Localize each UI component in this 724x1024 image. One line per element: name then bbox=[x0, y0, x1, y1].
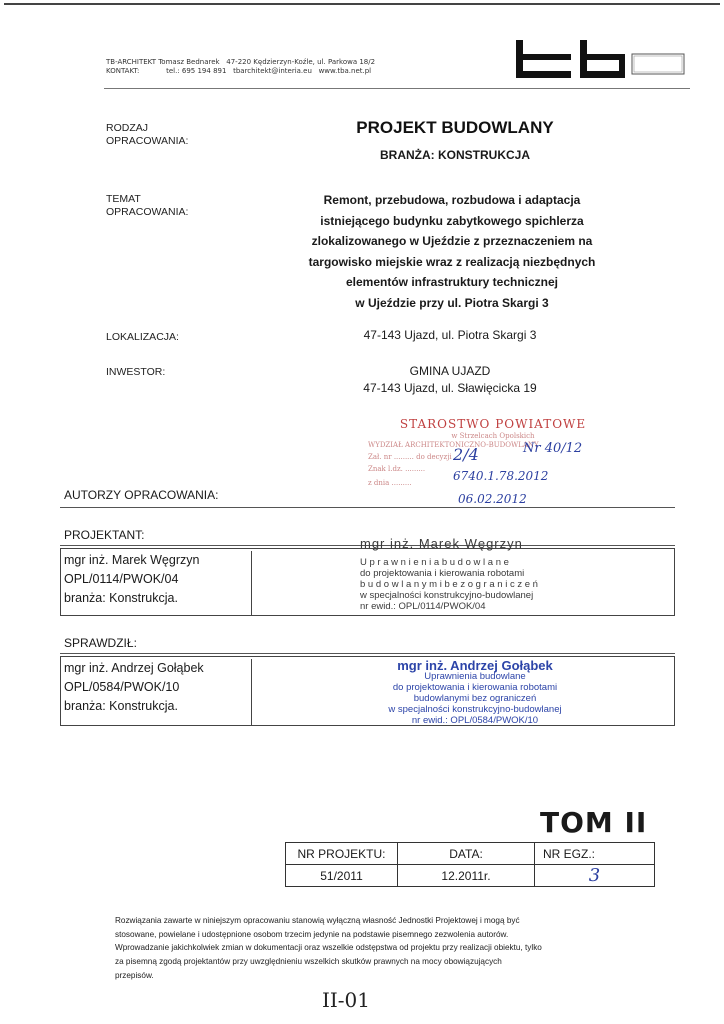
sprawdzil-rule bbox=[60, 653, 675, 654]
value-data: 12.2011r. bbox=[398, 865, 535, 887]
seal-line: Uprawnienia budowlane bbox=[424, 671, 526, 682]
header-nr-projektu: NR PROJEKTU: bbox=[286, 843, 398, 865]
seal-line: do projektowania i kierowania robotami bbox=[360, 568, 525, 579]
footer-line: za pisemną zgodą projektantów przy uwzględnieniu wszelkich skutków prawnych na mocy obowiązujących bbox=[115, 957, 502, 967]
projektant-branza: branża: Konstrukcja. bbox=[64, 591, 178, 605]
seal-line: nr ewid.: OPL/0584/PWOK/10 bbox=[411, 715, 539, 726]
company-contact: KONTAKT: tel.: 695 194 891 tbarchitekt@interia.eu www.tba.net.pl bbox=[106, 67, 372, 75]
location-value: 47-143 Ujazd, ul. Piotra Skargi 3 bbox=[363, 328, 537, 342]
label-temat bbox=[106, 193, 188, 219]
topic-line: Remont, przebudowa, rozbudowa i adaptacja bbox=[323, 193, 581, 207]
header-data: DATA: bbox=[398, 843, 535, 865]
seal-name: mgr inż. Andrzej Gołąbek bbox=[397, 658, 553, 673]
seal-line: w specjalności konstrukcyjno-budowlanej bbox=[360, 590, 534, 601]
label-rodzaj-line1: RODZAJ bbox=[106, 122, 148, 134]
projektant-name: mgr inż. Marek Węgrzyn bbox=[64, 553, 200, 567]
stamp-heading: STAROSTWO POWIATOWE bbox=[399, 417, 587, 431]
topic-line: w Ujeździe przy ul. Piotra Skargi 3 bbox=[355, 295, 549, 310]
stamp-hand-reference: 6740.1.78.2012 bbox=[453, 469, 549, 483]
topic-line: elementów infrastruktury technicznej bbox=[345, 275, 559, 289]
stamp-line: Znak l.dz. ......... bbox=[368, 465, 426, 473]
seal-line: U p r a w n i e n i a b u d o w l a n e bbox=[360, 557, 509, 568]
seal-line: budowlanymi bez ograniczeń bbox=[413, 693, 537, 704]
sprawdzil-seal bbox=[365, 660, 585, 726]
label-lokalizacja: LOKALIZACJA: bbox=[106, 331, 179, 343]
volume-label: TOM II bbox=[540, 806, 648, 839]
stamp-line: w Strzelcach Opolskich bbox=[451, 432, 535, 440]
projektant-license: OPL/0114/PWOK/04 bbox=[64, 572, 179, 586]
stamp-hand-date: 06.02.2012 bbox=[458, 492, 527, 506]
projektant-seal bbox=[360, 538, 570, 612]
label-rodzaj bbox=[106, 122, 188, 148]
footer-line: przepisów. bbox=[115, 970, 154, 980]
label-inwestor: INWESTOR: bbox=[106, 366, 166, 378]
footer-line: Rozwiązania zawarte w niniejszym opracowaniu stanowią wyłączną własność Jednostki Projektowej i mogą być bbox=[115, 916, 520, 925]
company-header bbox=[106, 58, 375, 76]
label-temat-line2: OPRACOWANIA: bbox=[106, 206, 189, 218]
page-top-edge bbox=[4, 3, 720, 5]
label-sprawdzil: SPRAWDZIŁ: bbox=[64, 636, 137, 650]
investor-value bbox=[300, 363, 600, 397]
sprawdzil-license: OPL/0584/PWOK/10 bbox=[64, 680, 180, 694]
sprawdzil-name: mgr inż. Andrzej Gołąbek bbox=[64, 661, 204, 675]
label-temat-line1: TEMAT bbox=[106, 193, 141, 205]
authors-heading: AUTORZY OPRACOWANIA: bbox=[64, 488, 219, 502]
stamp-line: z dnia ......... bbox=[368, 479, 412, 487]
approval-stamp bbox=[368, 417, 618, 512]
sprawdzil-branza: branża: Konstrukcja. bbox=[64, 699, 178, 713]
stamp-hand-attachment: 2/4 bbox=[453, 445, 479, 464]
stamp-line: Zał. nr ......... do decyzji bbox=[368, 453, 452, 461]
tb-logo bbox=[508, 40, 688, 80]
seal-line: w specjalności konstrukcyjno-budowlanej bbox=[388, 704, 562, 715]
document-branza: BRANŻA: KONSTRUKCJA bbox=[380, 148, 530, 162]
seal-line: b u d o w l a n y m i b e z o g r a n i c z e ń bbox=[360, 579, 538, 590]
label-projektant: PROJEKTANT: bbox=[64, 528, 145, 542]
sprawdzil-details bbox=[61, 659, 252, 725]
table-header-row bbox=[286, 843, 655, 865]
stamp-line: WYDZIAŁ ARCHITEKTONICZNO-BUDOWLANY bbox=[368, 441, 539, 449]
stamp-hand-number: Nr 40/12 bbox=[523, 441, 583, 456]
seal-line: nr ewid.: OPL/0114/PWOK/04 bbox=[360, 601, 486, 612]
seal-line: do projektowania i kierowania robotami bbox=[392, 682, 558, 693]
project-info-table bbox=[285, 842, 655, 887]
table-row bbox=[286, 865, 655, 887]
document-topic bbox=[272, 190, 632, 313]
value-nr-projektu: 51/2011 bbox=[286, 865, 398, 887]
document-title: PROJEKT BUDOWLANY bbox=[356, 118, 554, 137]
label-rodzaj-line2: OPRACOWANIA: bbox=[106, 135, 189, 147]
value-nr-egz: 3 bbox=[535, 865, 655, 887]
footer-line: stosowane, powielane i udostępnione osobom trzecim jedynie na podstawie pisemnego zezwolenia autorów. bbox=[115, 929, 509, 939]
projektant-details bbox=[61, 551, 252, 615]
topic-line: istniejącego budynku zabytkowego spichlerza bbox=[320, 213, 584, 228]
header-nr-egz: NR EGZ.: bbox=[535, 843, 655, 865]
investor-address: 47-143 Ujazd, ul. Sławięcicka 19 bbox=[363, 381, 537, 395]
company-address: TB-ARCHITEKT Tomasz Bednarek 47-220 Kędzierzyn-Koźle, ul. Parkowa 18/2 bbox=[106, 58, 376, 66]
seal-name: mgr inż. Marek Węgrzyn bbox=[360, 536, 523, 551]
topic-line: zlokalizowanego w Ujeździe z przeznaczeniem na bbox=[311, 234, 593, 248]
legal-footer bbox=[115, 914, 605, 983]
header-rule bbox=[104, 88, 690, 89]
investor-name: GMINA UJAZD bbox=[409, 364, 491, 378]
page-number-mark: II-01 bbox=[322, 988, 371, 1012]
authors-rule bbox=[60, 507, 675, 508]
footer-line: Wprowadzanie jakichkolwiek zmian w dokumentacji oraz wszelkie odstępstwa od projektu przy realizacji obiektu, tylko bbox=[115, 943, 542, 953]
topic-line: targowisko miejskie wraz z realizacją niezbędnych bbox=[308, 254, 596, 269]
